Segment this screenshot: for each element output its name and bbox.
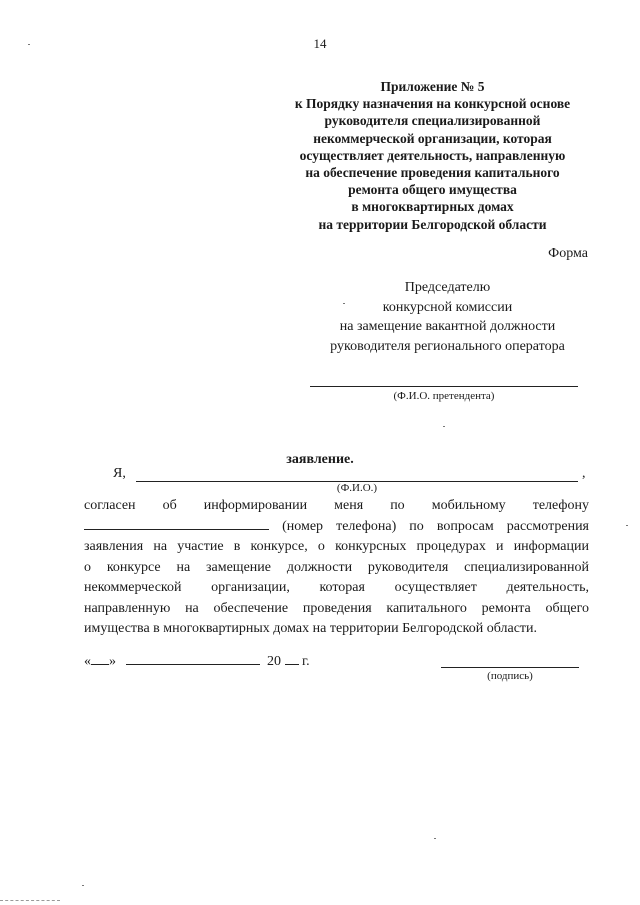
scan-speck [443,426,445,427]
date-close-quote: » [109,654,116,669]
statement-line: некоммерческой организации, которая осуществляет деятельность, [84,580,589,595]
appendix-line: к Порядку назначения на конкурсной основе [294,96,571,112]
scan-speck [82,885,84,886]
appendix-line: Приложение № 5 [380,79,485,94]
scan-speck [343,303,345,304]
year-blank[interactable] [285,652,299,665]
day-blank[interactable] [91,652,109,665]
month-blank[interactable] [126,652,260,665]
signature-line[interactable] [441,667,579,668]
appendix-line: осуществляет деятельность, направленную [299,147,566,163]
signature-caption: (подпись) [487,670,533,682]
appendix-line: руководителя специализированной [324,113,541,129]
document-title: заявление. [286,452,354,467]
applicant-name-line[interactable] [310,386,578,387]
form-label: Форма [548,246,588,261]
scan-speck [28,44,30,45]
scan-edge-mark [0,900,60,901]
appendix-line: некоммерческой организации, которая [313,130,552,146]
scan-speck [434,838,436,839]
statement-line: о конкурсе на замещение должности руководителя специализированной [84,559,589,575]
statement-line: имущества в многоквартирных домах на территории Белгородской области. [84,621,538,636]
appendix-line: на обеспечение проведения капитального [305,165,560,181]
comma: , [582,466,586,481]
addressee-line: Председателю [404,280,491,295]
full-name-caption: (Ф.И.О.) [336,482,378,494]
date-row [84,652,310,670]
appendix-line: ремонта общего имущества [348,182,517,198]
statement-line: согласен об информировании меня по мобильному телефону [84,498,589,513]
statement-line: заявления на участие в конкурсе, о конкурсных процедурах и информации [84,539,589,554]
scan-speck [626,525,628,526]
page-number: 14 [313,36,327,51]
appendix-line: в многоквартирных домах [351,199,514,215]
appendix-header [270,78,595,233]
year-suffix: г. [302,654,310,669]
ya-label: Я, [113,466,126,481]
phone-number-blank[interactable] [84,517,269,530]
statement-line [84,517,589,538]
phone-number-label: (номер телефона) по вопросам рассмотрения [269,518,589,534]
year-prefix: 20 [267,654,281,669]
addressee-line: на замещение вакантной должности [339,319,556,334]
addressee-line: руководителя регионального оператора [330,338,565,354]
appendix-line: на территории Белгородской области [318,216,547,232]
addressee-block [295,278,600,356]
statement-line: направленную на обеспечение проведения капитального ремонта общего [84,600,589,616]
date-open-quote: « [84,654,91,669]
applicant-name-caption: (Ф.И.О. претендента) [393,390,495,402]
addressee-line: конкурсной комиссии [382,299,513,315]
statement-text [84,496,589,640]
